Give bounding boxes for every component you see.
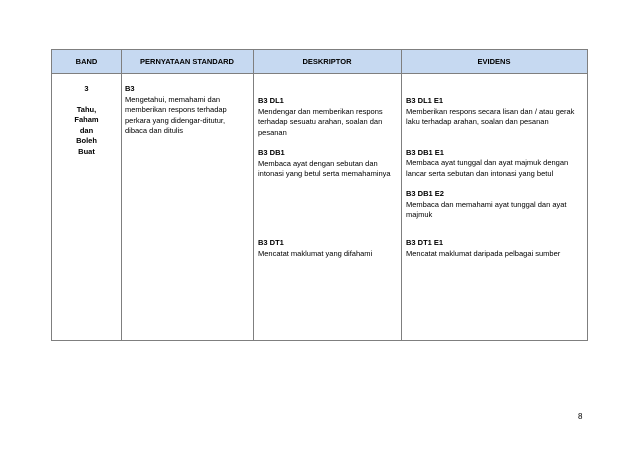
standard-line: memberikan respons terhadap [125,105,227,114]
header-evidence: EVIDENS [477,57,511,66]
descriptor-line: intonasi yang betul serta memahaminya [258,169,391,178]
standard-line: Mengetahui, memahami dan [125,94,221,104]
descriptor-code: B3 DL1 [258,96,284,105]
evidence-cell [406,238,586,259]
descriptor-cell [258,238,400,259]
evidence-code: B3 DB1 E2 [406,189,444,198]
descriptor-line: Membaca ayat dengan sebutan dan [258,158,378,168]
descriptor-line: terhadap sesuatu arahan, soalan dan [258,117,383,126]
band-word: dan [79,125,94,135]
descriptor-code: B3 DB1 [258,148,285,157]
evidence-line: Memberikan respons secara lisan dan / atau gerak [406,106,575,116]
evidence-line: majmuk [406,210,433,219]
evidence-line: Membaca dan memahami ayat tunggal dan ayat [406,199,567,209]
band-word: Tahu, [76,104,97,114]
standard-cell [125,84,251,137]
evidence-line: lancar serta sebutan dan intonasi yang betul [406,168,554,178]
band-cell [52,84,121,157]
band-number: 3 [84,84,89,93]
header-descriptor: DESKRIPTOR [302,57,352,66]
standard-line: dibaca dan ditulis [125,126,183,135]
evidence-line: Mencatat maklumat daripada pelbagai sumber [406,248,561,258]
evidence-code: B3 DL1 E1 [406,96,444,105]
column-divider [253,50,254,340]
evidence-cell [406,96,586,221]
band-word: Boleh [76,136,97,145]
standard-code: B3 [125,84,135,93]
table-header-row [52,50,587,74]
evidence-code: B3 DT1 E1 [406,238,444,247]
descriptor-code: B3 DT1 [258,238,284,247]
standards-table [51,49,588,341]
band-word: Buat [78,146,95,156]
standard-line: perkara yang didengar-ditutur, [125,115,226,125]
column-divider [401,50,402,340]
page-number: 8 [578,412,583,421]
descriptor-line: Mencatat maklumat yang difahami [258,248,373,258]
header-standard: PERNYATAAN STANDARD [140,57,234,66]
header-band: BAND [75,57,98,66]
descriptor-cell [258,96,400,180]
evidence-code: B3 DB1 E1 [406,147,444,157]
evidence-line: Membaca ayat tunggal dan ayat majmuk dengan [406,158,569,167]
evidence-line: laku terhadap arahan, soalan dan pesanan [406,117,549,126]
band-word: Faham [74,115,99,124]
descriptor-line: pesanan [258,127,287,137]
column-divider [121,50,122,340]
descriptor-line: Mendengar dan memberikan respons [258,106,383,116]
